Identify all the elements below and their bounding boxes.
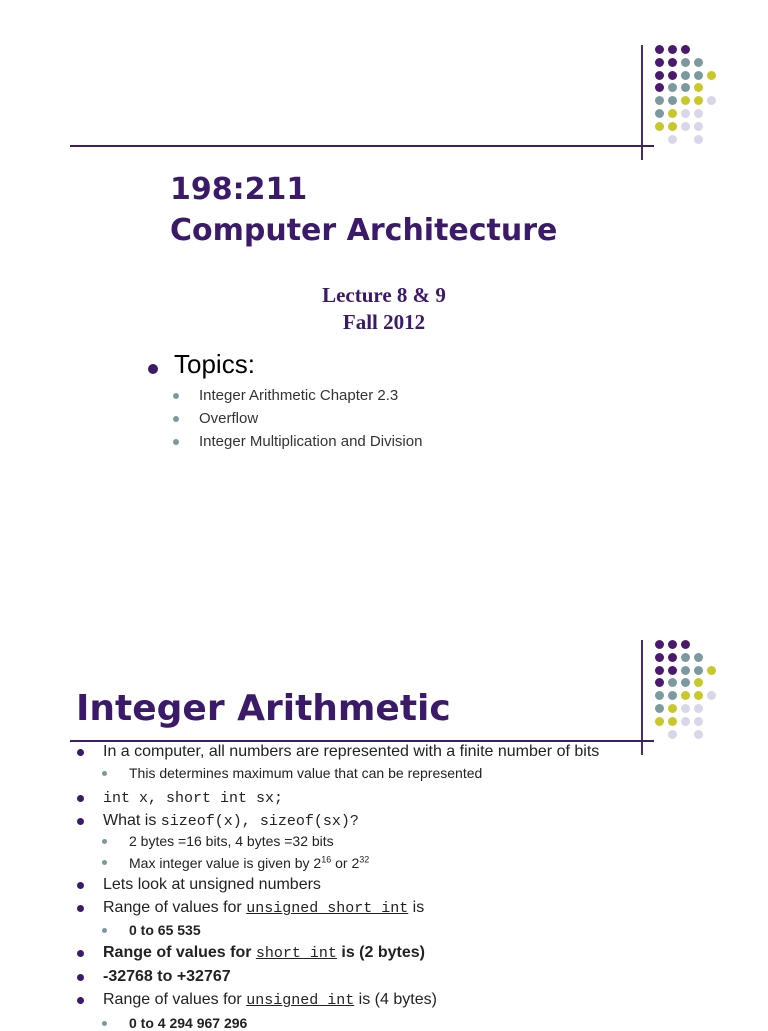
bullet-icon	[77, 795, 84, 802]
horizontal-rule	[70, 740, 654, 742]
decorative-dot	[668, 135, 677, 144]
list-item: 0 to 65 535	[102, 922, 201, 938]
decorative-dot	[681, 678, 690, 687]
decorative-dot	[694, 58, 703, 67]
decorative-dot	[655, 678, 664, 687]
decorative-dot	[668, 730, 677, 739]
course-code: 198:211	[170, 172, 308, 207]
bullet-icon	[77, 818, 84, 825]
decorative-dot	[694, 678, 703, 687]
vertical-rule	[641, 640, 643, 755]
decorative-dot	[681, 704, 690, 713]
decorative-dot	[681, 83, 690, 92]
decorative-dot	[707, 71, 716, 80]
decorative-dot	[681, 71, 690, 80]
decorative-dot	[694, 691, 703, 700]
list-item: 0 to 4 294 967 296	[102, 1015, 247, 1031]
decorative-dot	[681, 96, 690, 105]
decorative-dot	[681, 640, 690, 649]
decorative-dot	[655, 691, 664, 700]
decorative-dot	[655, 45, 664, 54]
decorative-dot	[655, 58, 664, 67]
decorative-dot	[655, 640, 664, 649]
decorative-dot	[668, 109, 677, 118]
decorative-dot	[707, 666, 716, 675]
decorative-dot	[681, 109, 690, 118]
decorative-dot	[681, 691, 690, 700]
bullet-icon	[77, 882, 84, 889]
decorative-dot	[707, 691, 716, 700]
decorative-dot	[655, 704, 664, 713]
list-item: int x, short int sx;	[77, 789, 283, 807]
bullet-icon	[77, 997, 84, 1004]
bullet-icon	[102, 771, 107, 776]
decorative-dot	[707, 96, 716, 105]
decorative-dot	[668, 96, 677, 105]
bullet-icon	[77, 950, 84, 957]
decorative-dot	[681, 653, 690, 662]
list-item: This determines maximum value that can be represented	[102, 765, 482, 781]
decorative-dot	[668, 704, 677, 713]
horizontal-rule	[70, 145, 654, 147]
bullet-icon	[102, 860, 107, 865]
decorative-dot	[655, 653, 664, 662]
decorative-dot	[681, 122, 690, 131]
decorative-dot	[694, 135, 703, 144]
decorative-dot	[681, 717, 690, 726]
list-item: Range of values for short int is (2 bytes)	[77, 944, 425, 962]
decorative-dot	[655, 71, 664, 80]
decorative-dot	[668, 58, 677, 67]
bullet-icon	[77, 749, 84, 756]
decorative-dot	[655, 717, 664, 726]
topics-heading: Topics:	[148, 349, 255, 380]
list-item: Max integer value is given by $2^{16}$ or $2^{32}$	[102, 854, 369, 871]
decorative-dot	[681, 58, 690, 67]
topic-item: Overflow	[173, 410, 258, 427]
decorative-dot	[655, 666, 664, 675]
decorative-dot	[668, 666, 677, 675]
list-item: In a computer, all numbers are represented with a finite number of bits	[77, 743, 599, 761]
decorative-dot	[668, 71, 677, 80]
list-item: Range of values for unsigned short int is	[77, 899, 424, 917]
decorative-dot	[655, 83, 664, 92]
list-item: -32768 to +32767	[77, 968, 231, 986]
decorative-dot	[694, 653, 703, 662]
decorative-dot	[694, 109, 703, 118]
decorative-dot	[681, 45, 690, 54]
bullet-icon	[77, 905, 84, 912]
decorative-dot	[668, 691, 677, 700]
list-item: Range of values for unsigned int is (4 bytes)	[77, 991, 437, 1009]
bullet-icon	[173, 416, 179, 422]
decorative-dot-grid	[655, 45, 725, 150]
term: Fall 2012	[342, 310, 426, 334]
decorative-dot	[655, 96, 664, 105]
bullet-icon	[173, 393, 179, 399]
decorative-dot	[668, 45, 677, 54]
decorative-dot-grid	[655, 640, 725, 745]
decorative-dot	[668, 640, 677, 649]
decorative-dot	[694, 666, 703, 675]
slide-title: Integer Arithmetic	[76, 688, 451, 729]
decorative-dot	[655, 109, 664, 118]
decorative-dot	[694, 96, 703, 105]
decorative-dot	[694, 122, 703, 131]
topic-item: Integer Arithmetic Chapter 2.3	[173, 387, 398, 404]
lecture-number: Lecture 8 & 9	[322, 283, 446, 307]
decorative-dot	[668, 122, 677, 131]
topic-item: Integer Multiplication and Division	[173, 433, 422, 450]
course-name: Computer Architecture	[170, 213, 558, 248]
list-item: 2 bytes =16 bits, 4 bytes =32 bits	[102, 833, 334, 849]
decorative-dot	[655, 122, 664, 131]
bullet-icon	[173, 439, 179, 445]
bullet-icon	[77, 974, 84, 981]
decorative-dot	[694, 730, 703, 739]
vertical-rule	[641, 45, 643, 160]
list-item: What is sizeof(x), sizeof(sx)?	[77, 812, 359, 830]
decorative-dot	[694, 717, 703, 726]
bullet-icon	[102, 928, 107, 933]
decorative-dot	[668, 717, 677, 726]
list-item: Lets look at unsigned numbers	[77, 876, 321, 894]
decorative-dot	[668, 678, 677, 687]
decorative-dot	[694, 71, 703, 80]
decorative-dot	[668, 653, 677, 662]
decorative-dot	[681, 666, 690, 675]
decorative-dot	[668, 83, 677, 92]
decorative-dot	[694, 704, 703, 713]
decorative-dot	[694, 83, 703, 92]
bullet-icon	[102, 839, 107, 844]
bullet-icon	[148, 364, 158, 374]
content-slide	[0, 630, 768, 1031]
